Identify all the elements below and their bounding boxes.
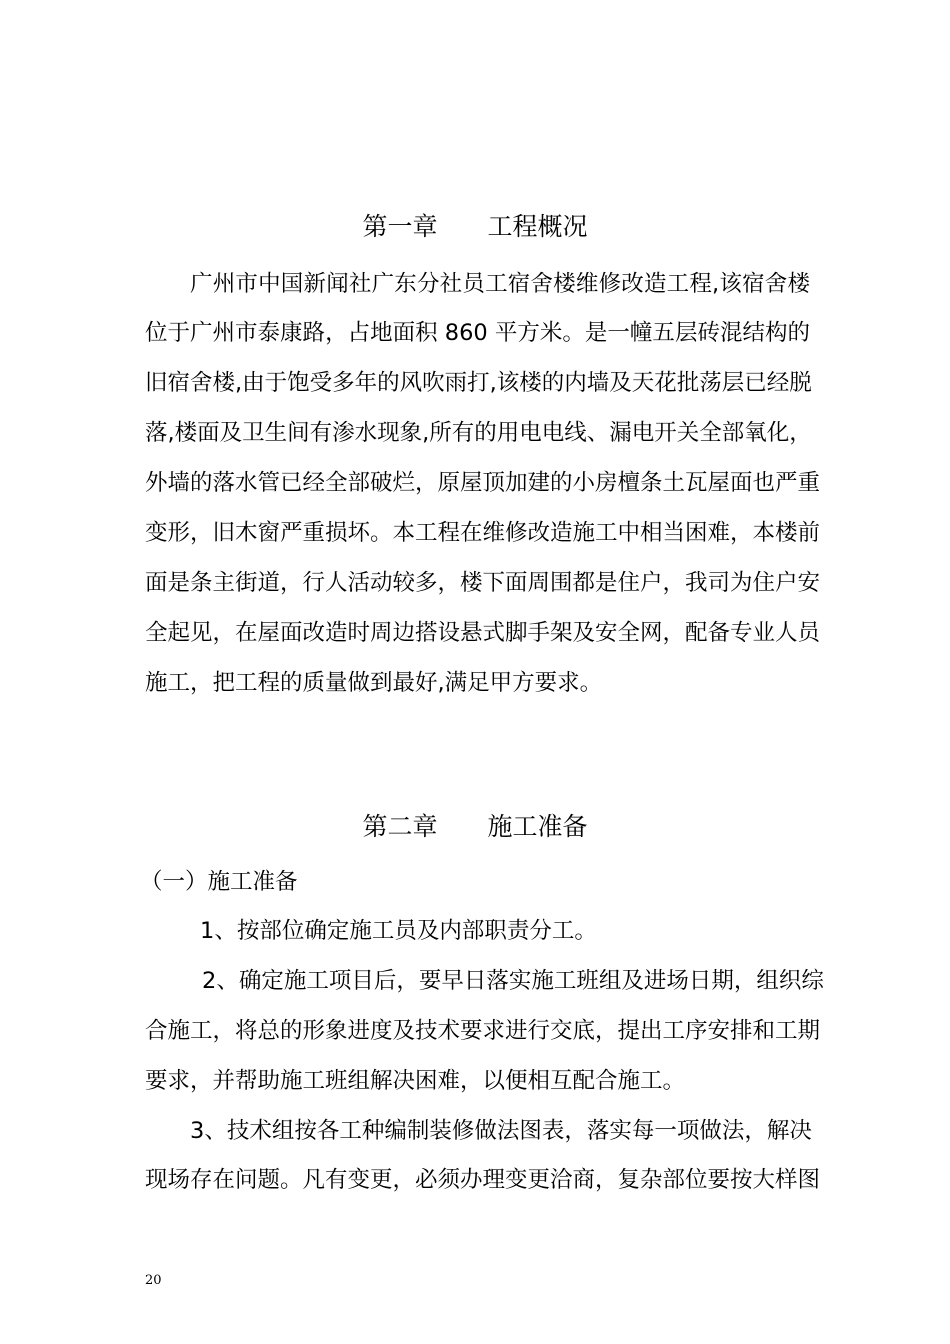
chapter-1-line: 落,楼面及卫生间有渗水现象,所有的用电电线、漏电开关全部氧化， — [145, 420, 812, 446]
page-number: 20 — [145, 1273, 162, 1288]
chapter-1-line: 全起见，在屋面改造时周边搭设悬式脚手架及安全网，配备专业人员 — [145, 620, 821, 646]
item-2-line: 合施工，将总的形象进度及技术要求进行交底，提出工序安排和工期 — [145, 1018, 821, 1044]
chapter-1-line: 广州市中国新闻社广东分社员工宿舍楼维修改造工程,该宿舍楼 — [190, 271, 810, 297]
chapter-1-title: 第一章 工程概况 — [362, 212, 588, 241]
chapter-1-line: 外墙的落水管已经全部破烂，原屋顶加建的小房檀条土瓦屋面也严重 — [145, 470, 821, 496]
section-title: （一）施工准备 — [140, 869, 298, 895]
chapter-2-title: 第二章 施工准备 — [362, 812, 588, 841]
item-1: 1、按部位确定施工员及内部职责分工。 — [200, 918, 597, 944]
chapter-1-line: 面是条主街道，行人活动较多，楼下面周围都是住户，我司为住户安 — [145, 570, 821, 596]
chapter-1-line: 变形，旧木窗严重损坏。本工程在维修改造施工中相当困难，本楼前 — [145, 520, 821, 546]
item-2-line: 2、确定施工项目后，要早日落实施工班组及进场日期，组织综 — [202, 968, 824, 994]
item-3-line: 3、技术组按各工种编制装修做法图表，落实每一项做法，解决 — [190, 1118, 812, 1144]
chapter-1-line: 位于广州市泰康路，占地面积 860 平方米。是一幢五层砖混结构的 — [145, 320, 810, 346]
item-3-line: 现场存在问题。凡有变更，必须办理变更洽商，复杂部位要按大样图 — [145, 1167, 821, 1193]
item-2-line: 要求，并帮助施工班组解决困难，以便相互配合施工。 — [145, 1068, 686, 1094]
chapter-1-line: 施工，把工程的质量做到最好,满足甲方要求。 — [145, 670, 603, 696]
chapter-1-line: 旧宿舍楼,由于饱受多年的风吹雨打,该楼的内墙及天花批荡层已经脱 — [145, 370, 812, 396]
